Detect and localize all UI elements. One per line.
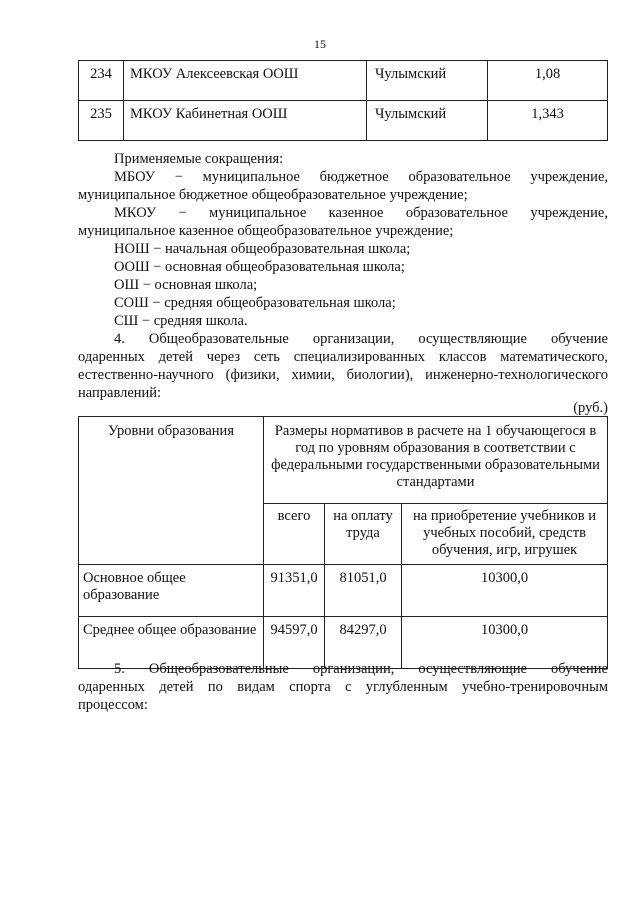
abbreviation-mbou-line2: муниципальное бюджетное общеобразовательное учреждение; (78, 187, 468, 203)
district-name: Чулымский (367, 101, 488, 141)
currency-unit: (руб.) (573, 400, 608, 416)
school-name: МКОУ Кабинетная ООШ (124, 101, 367, 141)
header-standard-size: Размеры нормативов в расчете на 1 обучающегося в год по уровням образования в соответствии с федеральными государственными образовательными стандартами (264, 417, 608, 504)
abbreviation-item: СОШ − средняя общеобразовательная школа; (114, 295, 396, 311)
total-value: 94597,0 (264, 617, 325, 669)
school-name: МКОУ Алексеевская ООШ (124, 61, 367, 101)
salary-value: 84297,0 (325, 617, 402, 669)
paragraph-line: одаренных детей через сеть специализированных классов математического, (78, 349, 608, 365)
table-header-row (79, 417, 608, 504)
abbreviation-item: ОШ − основная школа; (114, 277, 258, 293)
abbreviation-item: НОШ − начальная общеобразовательная школа; (114, 241, 411, 257)
abbreviation-mbou-line1: МБОУ − муниципальное бюджетное образовательное учреждение, (114, 169, 608, 185)
abbreviation-mkou-line1: МКОУ − муниципальное казенное образовательное учреждение, (114, 205, 608, 221)
standards-table (78, 416, 608, 669)
abbreviation-mkou-line2: муниципальное казенное общеобразовательное учреждение; (78, 223, 454, 239)
books-value: 10300,0 (402, 565, 608, 617)
page-number: 15 (314, 37, 326, 51)
subheader-books: на приобретение учебников и учебных пособий, средств обучения, игр, игрушек (402, 504, 608, 565)
abbreviation-item: СШ − средняя школа. (114, 313, 248, 329)
abbreviation-item: ООШ − основная общеобразовательная школа; (114, 259, 405, 275)
row-number: 234 (79, 61, 124, 101)
header-education-level: Уровни образования (79, 417, 264, 565)
paragraph-line: 5. Общеобразовательные организации, осуществляющие обучение (114, 661, 608, 677)
table-row (79, 565, 608, 617)
education-level: Среднее общее образование (79, 617, 264, 669)
row-number: 235 (79, 101, 124, 141)
schools-table (78, 60, 608, 141)
abbreviations-block (78, 150, 608, 330)
paragraph-line: 4. Общеобразовательные организации, осуществляющие обучение (114, 331, 608, 347)
paragraph-line: одаренных детей по видам спорта с углубленным учебно-тренировочным (78, 679, 608, 695)
subheader-total: всего (264, 504, 325, 565)
district-name: Чулымский (367, 61, 488, 101)
coefficient-value: 1,08 (488, 61, 608, 101)
section-4-paragraph (78, 330, 608, 402)
salary-value: 81051,0 (325, 565, 402, 617)
total-value: 91351,0 (264, 565, 325, 617)
section-5-paragraph (78, 660, 608, 714)
paragraph-line: естественно-научного (физики, химии, биологии), инженерно-технологического (78, 367, 608, 383)
table-row (79, 61, 608, 101)
paragraph-line: процессом: (78, 697, 148, 713)
education-level: Основное общее образование (79, 565, 264, 617)
paragraph-line: направлений: (78, 385, 162, 401)
abbreviations-heading: Применяемые сокращения: (114, 151, 284, 167)
coefficient-value: 1,343 (488, 101, 608, 141)
table-row (79, 101, 608, 141)
subheader-salary: на оплату труда (325, 504, 402, 565)
books-value: 10300,0 (402, 617, 608, 669)
